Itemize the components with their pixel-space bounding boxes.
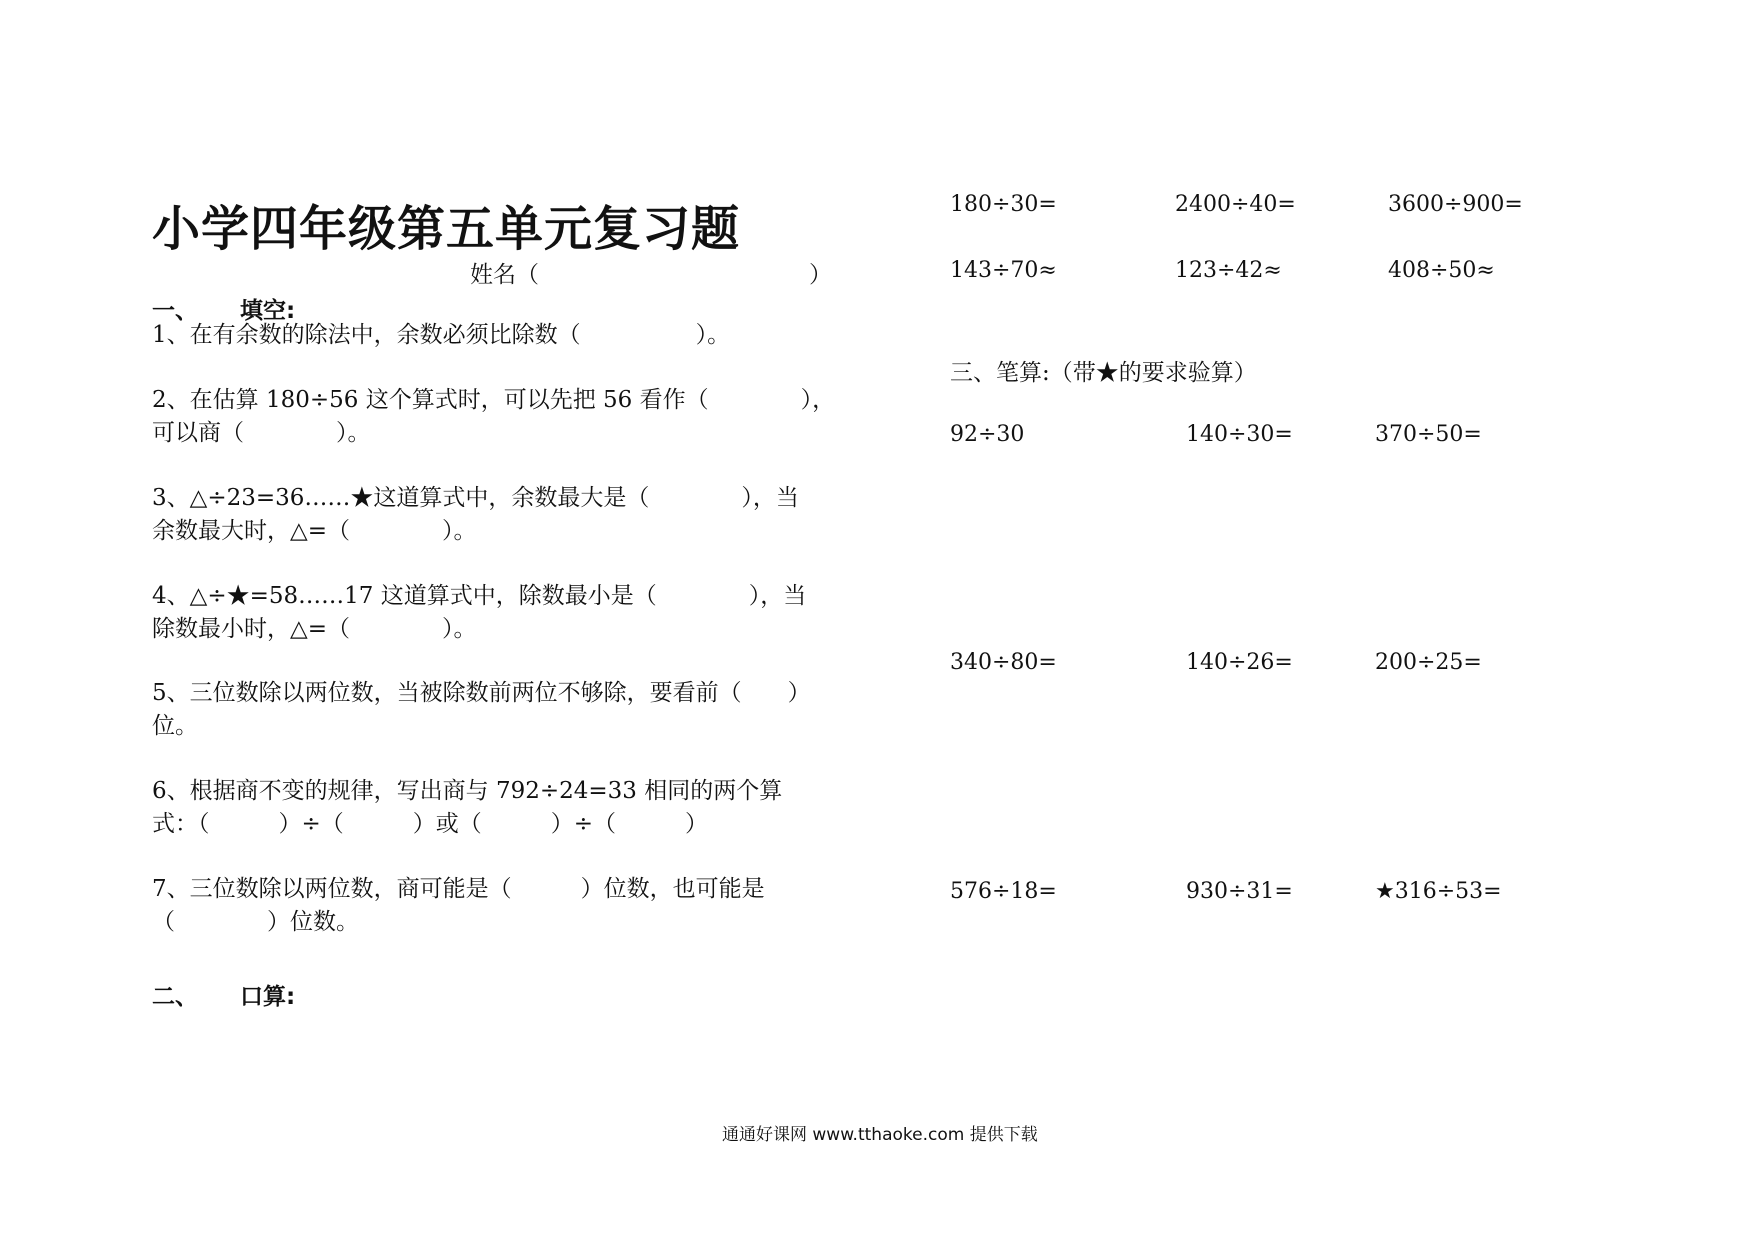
question-line: （ ）位数。 — [152, 909, 359, 935]
question-line: 余数最大时，△=（ ）。 — [152, 518, 477, 544]
question-line: 位。 — [152, 713, 198, 739]
question-1 — [152, 319, 730, 352]
oral-item: 180÷30= — [950, 192, 1057, 217]
question-line: 式：（ ）÷（ ）或（ ）÷（ ） — [152, 811, 709, 837]
question-line: 除数最小时，△=（ ）。 — [152, 616, 477, 642]
oral-item: 143÷70≈ — [950, 258, 1057, 283]
question-line: 5、三位数除以两位数，当被除数前两位不够除，要看前（ ） — [152, 680, 811, 706]
section-2-heading — [152, 978, 295, 1011]
section-1-number: 一、 — [152, 298, 198, 324]
written-item: 340÷80= — [950, 650, 1057, 675]
name-label: 姓名（ — [470, 262, 539, 288]
question-7 — [152, 873, 765, 939]
written-item: 576÷18= — [950, 879, 1057, 904]
section-2-number: 二、 — [152, 984, 198, 1010]
question-line: 4、△÷★=58……17 这道算式中，除数最小是（ ），当 — [152, 583, 807, 609]
written-item: 92÷30 — [950, 422, 1025, 447]
oral-item: 408÷50≈ — [1388, 258, 1495, 283]
page-title: 小学四年级第五单元复习题 — [152, 201, 741, 257]
written-item: 140÷26= — [1186, 650, 1293, 675]
question-line: 6、根据商不变的规律，写出商与 792÷24=33 相同的两个算 — [152, 778, 783, 804]
question-line: 可以商（ ）。 — [152, 420, 371, 446]
written-item: 140÷30= — [1186, 422, 1293, 447]
name-close: ） — [809, 262, 832, 288]
question-line: 2、在估算 180÷56 这个算式时，可以先把 56 看作（ ）， — [152, 387, 836, 413]
footer-credit: 通通好课网 www.tthaoke.com 提供下载 — [722, 1125, 1038, 1145]
section-3-heading: 三、笔算:（带★的要求验算） — [950, 360, 1257, 386]
question-5 — [152, 677, 811, 743]
written-item: ★316÷53= — [1375, 879, 1502, 904]
question-4 — [152, 580, 806, 646]
question-line: 7、三位数除以两位数，商可能是（ ）位数，也可能是 — [152, 876, 765, 902]
question-line: 3、△÷23=36……★这道算式中，余数最大是（ ），当 — [152, 485, 799, 511]
oral-item: 2400÷40= — [1175, 192, 1296, 217]
written-item: 370÷50= — [1375, 422, 1482, 447]
section-1-label: 填空: — [240, 298, 296, 324]
written-item: 930÷31= — [1186, 879, 1293, 904]
question-3 — [152, 482, 799, 548]
name-field — [470, 256, 832, 289]
question-line: 1、在有余数的除法中，余数必须比除数（ ）。 — [152, 322, 731, 348]
question-6 — [152, 775, 782, 841]
question-2 — [152, 384, 835, 450]
section-2-label: 口算: — [240, 984, 296, 1010]
oral-item: 3600÷900= — [1388, 192, 1523, 217]
written-item: 200÷25= — [1375, 650, 1482, 675]
oral-item: 123÷42≈ — [1175, 258, 1282, 283]
